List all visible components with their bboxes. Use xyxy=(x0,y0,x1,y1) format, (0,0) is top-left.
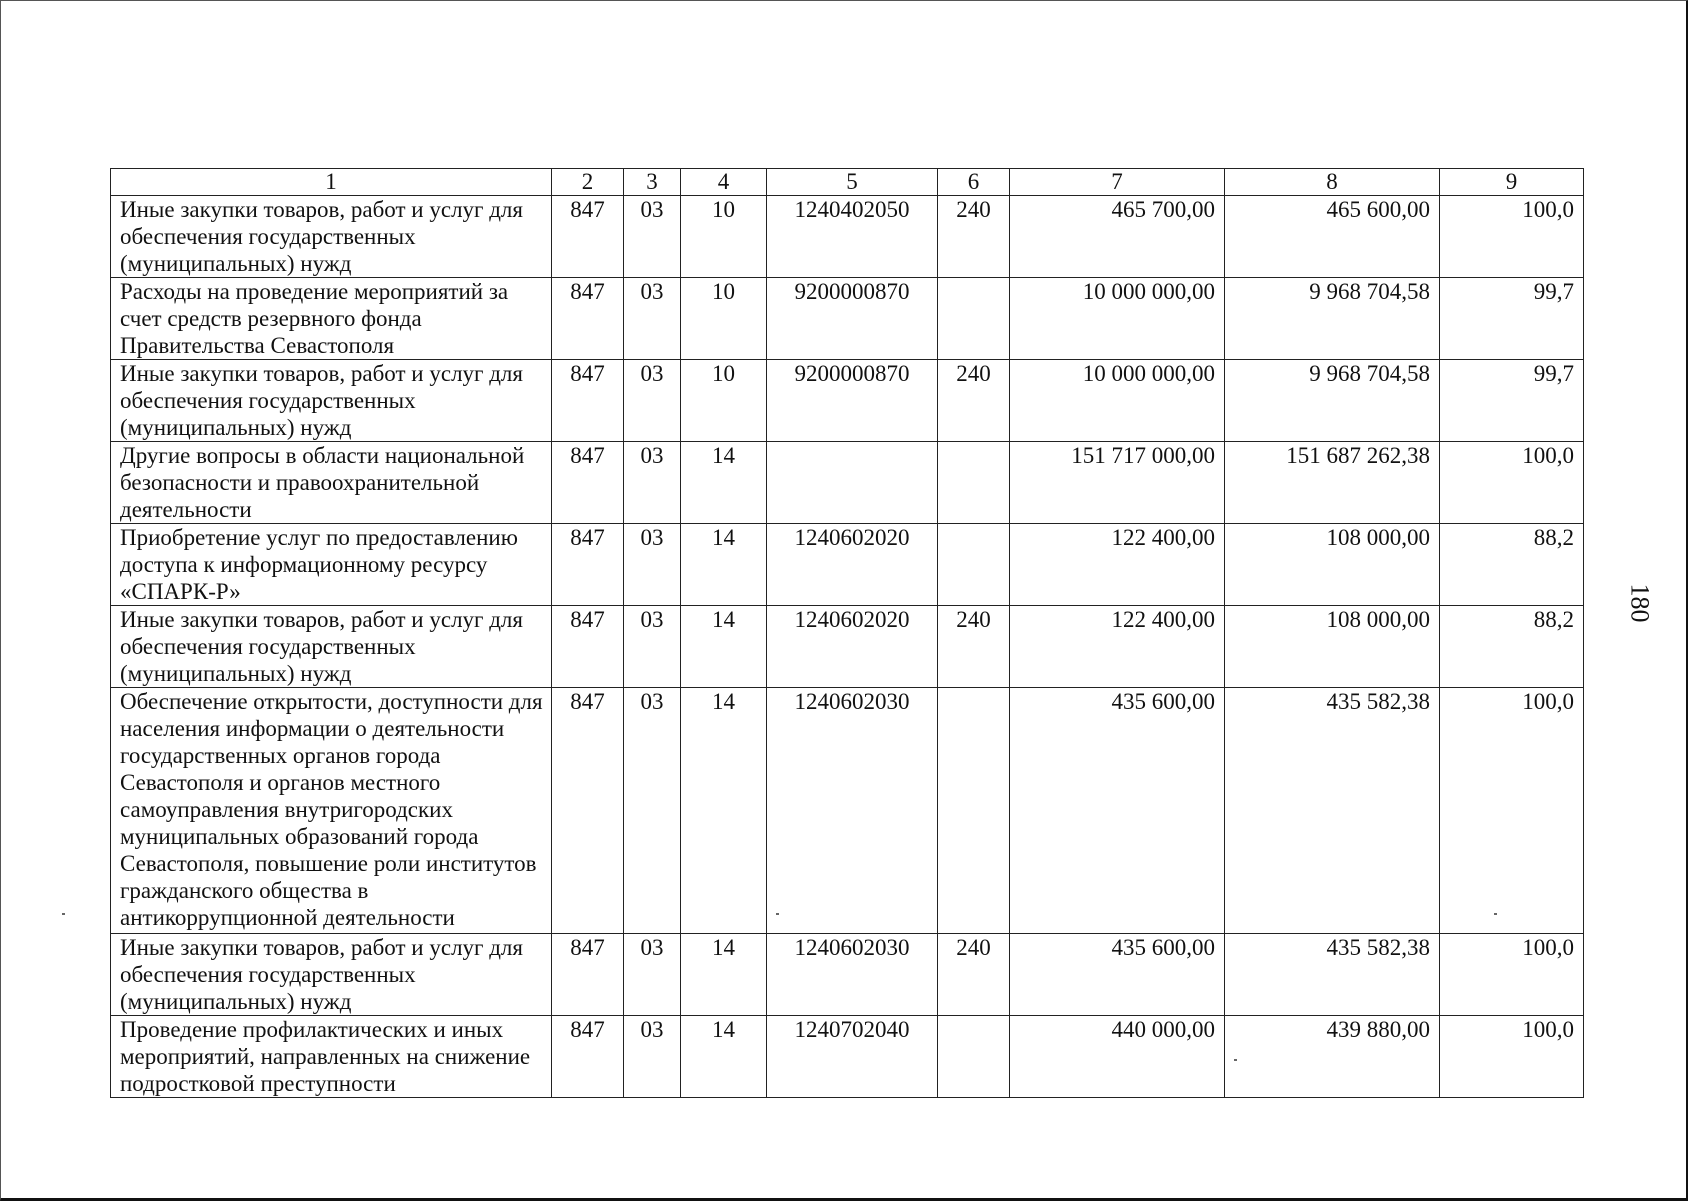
row-c5: 1240602030 xyxy=(767,688,938,934)
row-name: Иные закупки товаров, работ и услуг для обеспечения государственных (муниципальных) нужд xyxy=(111,360,552,442)
row-c6: 240 xyxy=(938,934,1010,1016)
row-c8: 9 968 704,58 xyxy=(1225,278,1440,360)
row-c3: 03 xyxy=(624,360,681,442)
row-c3: 03 xyxy=(624,196,681,278)
table-row xyxy=(111,524,1584,606)
row-c7: 10 000 000,00 xyxy=(1010,360,1225,442)
table-row xyxy=(111,360,1584,442)
row-c7: 122 400,00 xyxy=(1010,606,1225,688)
row-c4: 14 xyxy=(681,524,767,606)
row-c8: 108 000,00 xyxy=(1225,606,1440,688)
table-row xyxy=(111,1016,1584,1098)
row-c2: 847 xyxy=(552,360,624,442)
row-c2: 847 xyxy=(552,524,624,606)
row-c9: 100,0 xyxy=(1440,688,1584,934)
row-c2: 847 xyxy=(552,278,624,360)
row-c5: 1240602030 xyxy=(767,934,938,1016)
row-c7: 440 000,00 xyxy=(1010,1016,1225,1098)
column-header: 7 xyxy=(1010,169,1225,196)
row-name: Приобретение услуг по предоставлению доступа к информационному ресурсу «СПАРК-Р» xyxy=(111,524,552,606)
row-c6 xyxy=(938,278,1010,360)
row-c8: 439 880,00 xyxy=(1225,1016,1440,1098)
row-c5: 1240602020 xyxy=(767,606,938,688)
row-c3: 03 xyxy=(624,606,681,688)
row-c6 xyxy=(938,442,1010,524)
row-c8: 151 687 262,38 xyxy=(1225,442,1440,524)
budget-table xyxy=(110,168,1584,1098)
row-c2: 847 xyxy=(552,688,624,934)
row-c7: 151 717 000,00 xyxy=(1010,442,1225,524)
row-c5 xyxy=(767,442,938,524)
row-c4: 14 xyxy=(681,1016,767,1098)
row-c8: 465 600,00 xyxy=(1225,196,1440,278)
row-c3: 03 xyxy=(624,278,681,360)
row-c5: 9200000870 xyxy=(767,360,938,442)
row-name: Иные закупки товаров, работ и услуг для обеспечения государственных (муниципальных) нужд xyxy=(111,606,552,688)
column-header: 5 xyxy=(767,169,938,196)
row-c5: 1240702040 xyxy=(767,1016,938,1098)
scan-speck xyxy=(1234,1059,1237,1061)
row-c6 xyxy=(938,524,1010,606)
row-c4: 10 xyxy=(681,196,767,278)
row-name: Обеспечение открытости, доступности для населения информации о деятельности государственных органов города Севастополя и органов местного самоуправления внутригородских муниципальных образований города Севастополя, повышение роли институтов гражданского общества в антикоррупционной деятельности xyxy=(111,688,552,934)
scan-speck xyxy=(62,913,65,915)
row-c9: 88,2 xyxy=(1440,606,1584,688)
row-c4: 10 xyxy=(681,360,767,442)
row-c7: 10 000 000,00 xyxy=(1010,278,1225,360)
table-row xyxy=(111,196,1584,278)
row-c9: 99,7 xyxy=(1440,360,1584,442)
row-c8: 108 000,00 xyxy=(1225,524,1440,606)
table-row xyxy=(111,934,1584,1016)
row-c3: 03 xyxy=(624,1016,681,1098)
row-c5: 9200000870 xyxy=(767,278,938,360)
row-c8: 435 582,38 xyxy=(1225,934,1440,1016)
row-c9: 100,0 xyxy=(1440,1016,1584,1098)
row-c2: 847 xyxy=(552,442,624,524)
row-c3: 03 xyxy=(624,934,681,1016)
row-c3: 03 xyxy=(624,442,681,524)
row-c2: 847 xyxy=(552,606,624,688)
row-name: Расходы на проведение мероприятий за счет средств резервного фонда Правительства Севастополя xyxy=(111,278,552,360)
row-c4: 14 xyxy=(681,934,767,1016)
table-row xyxy=(111,688,1584,934)
scan-speck xyxy=(776,913,779,915)
row-c6: 240 xyxy=(938,360,1010,442)
header-row xyxy=(111,169,1584,196)
column-header: 4 xyxy=(681,169,767,196)
row-c9: 100,0 xyxy=(1440,442,1584,524)
table-row xyxy=(111,278,1584,360)
row-c6: 240 xyxy=(938,196,1010,278)
row-c7: 435 600,00 xyxy=(1010,688,1225,934)
row-name: Иные закупки товаров, работ и услуг для обеспечения государственных (муниципальных) нужд xyxy=(111,196,552,278)
row-c4: 14 xyxy=(681,442,767,524)
table-row xyxy=(111,442,1584,524)
table-row xyxy=(111,606,1584,688)
row-c7: 435 600,00 xyxy=(1010,934,1225,1016)
row-c6 xyxy=(938,1016,1010,1098)
row-c8: 435 582,38 xyxy=(1225,688,1440,934)
row-c3: 03 xyxy=(624,524,681,606)
column-header: 6 xyxy=(938,169,1010,196)
row-name: Иные закупки товаров, работ и услуг для обеспечения государственных (муниципальных) нужд xyxy=(111,934,552,1016)
row-c6 xyxy=(938,688,1010,934)
row-c4: 14 xyxy=(681,606,767,688)
row-c5: 1240602020 xyxy=(767,524,938,606)
row-name: Другие вопросы в области национальной безопасности и правоохранительной деятельности xyxy=(111,442,552,524)
row-c2: 847 xyxy=(552,1016,624,1098)
scan-speck xyxy=(1494,913,1497,915)
page-number: 180 xyxy=(1625,583,1655,623)
column-header: 2 xyxy=(552,169,624,196)
row-c4: 14 xyxy=(681,688,767,934)
row-c9: 99,7 xyxy=(1440,278,1584,360)
row-name: Проведение профилактических и иных мероприятий, направленных на снижение подростковой преступности xyxy=(111,1016,552,1098)
row-c9: 100,0 xyxy=(1440,196,1584,278)
column-header: 8 xyxy=(1225,169,1440,196)
row-c8: 9 968 704,58 xyxy=(1225,360,1440,442)
row-c2: 847 xyxy=(552,196,624,278)
row-c5: 1240402050 xyxy=(767,196,938,278)
row-c9: 100,0 xyxy=(1440,934,1584,1016)
row-c6: 240 xyxy=(938,606,1010,688)
row-c7: 465 700,00 xyxy=(1010,196,1225,278)
column-header: 9 xyxy=(1440,169,1584,196)
row-c9: 88,2 xyxy=(1440,524,1584,606)
row-c7: 122 400,00 xyxy=(1010,524,1225,606)
row-c4: 10 xyxy=(681,278,767,360)
column-header: 3 xyxy=(624,169,681,196)
row-c2: 847 xyxy=(552,934,624,1016)
column-header: 1 xyxy=(111,169,552,196)
row-c3: 03 xyxy=(624,688,681,934)
